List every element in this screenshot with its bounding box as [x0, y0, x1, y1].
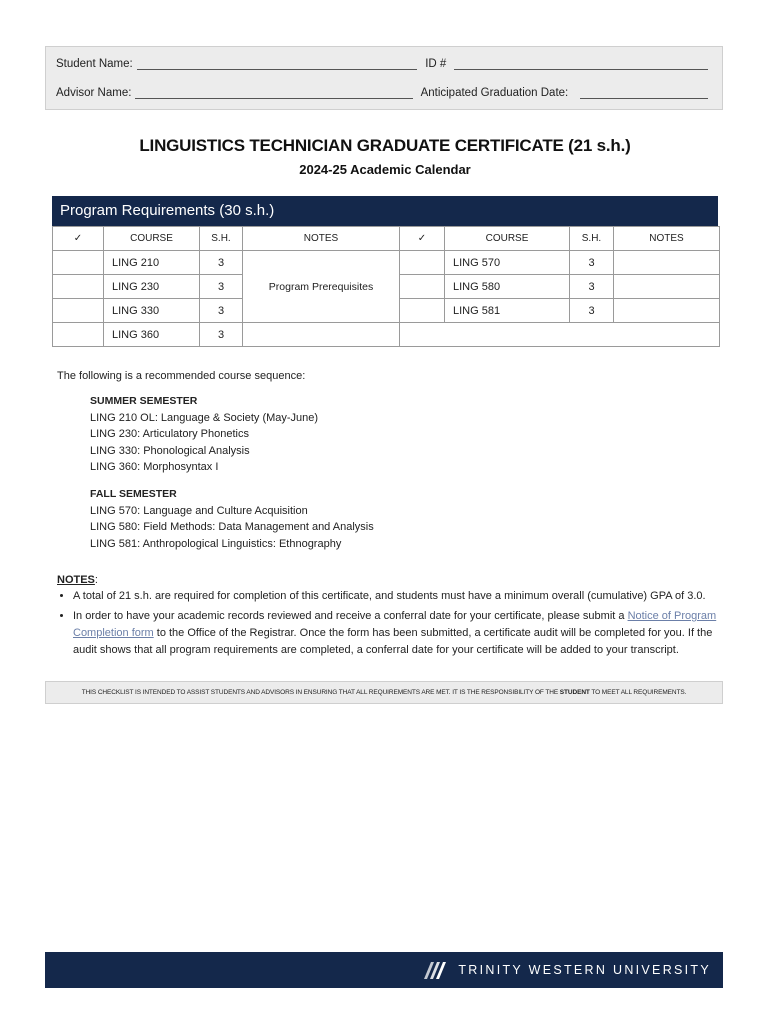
course-column-header: COURSE: [445, 227, 570, 251]
notes-cell: [243, 323, 400, 347]
list-item: LING 581: Anthropological Linguistics: Ethnography: [90, 537, 342, 550]
grad-date-field[interactable]: [580, 88, 708, 99]
list-item: LING 230: Articulatory Phonetics: [90, 428, 249, 440]
course-cell: LING 330: [104, 299, 200, 323]
disclaimer-box: [45, 681, 723, 704]
summer-heading: SUMMER SEMESTER: [90, 395, 198, 407]
empty-cell: [400, 323, 720, 347]
sh-cell: 3: [200, 323, 243, 347]
list-item: LING 570: Language and Culture Acquisition: [90, 504, 308, 517]
requirements-table: [52, 226, 720, 347]
advisor-name-field[interactable]: [135, 88, 412, 99]
table-row: [53, 323, 720, 347]
check-column-header: ✓: [53, 227, 104, 251]
disclaimer-text: THIS CHECKLIST IS INTENDED TO ASSIST STUDENTS AND ADVISORS IN ENSURING THAT ALL REQUIREMENTS ARE MET. IT IS THE RESPONSIBILITY OF THE: [81, 689, 559, 696]
course-column-header: COURSE: [104, 227, 200, 251]
footer-bar: [45, 952, 723, 988]
id-label: ID #: [425, 58, 447, 70]
table-header-row: [53, 227, 720, 251]
sh-cell: 3: [570, 251, 614, 275]
sh-column-header: S.H.: [200, 227, 243, 251]
requirements-header: Program Requirements (30 s.h.): [52, 196, 718, 226]
completion-form-link[interactable]: Notice of Program Completion form: [73, 610, 717, 639]
notes-list: [57, 588, 717, 659]
check-cell[interactable]: [400, 251, 445, 275]
page-title: LINGUISTICS TECHNICIAN GRADUATE CERTIFICATE (21 s.h.): [139, 136, 631, 155]
notes-heading: NOTES: [57, 574, 95, 586]
page-subtitle: 2024-25 Academic Calendar: [299, 162, 471, 177]
notes-column-header: NOTES: [614, 227, 720, 251]
note-text: to the Office of the Registrar. Once the form has been submitted, a certificate audit will be completed for you. If the audit shows that all program requirements are completed, a conferral date for your certificate will be added to your transcript.: [73, 627, 713, 656]
student-name-label: Student Name:: [56, 58, 133, 70]
sh-column-header: S.H.: [570, 227, 614, 251]
check-cell[interactable]: [400, 299, 445, 323]
course-cell: LING 210: [104, 251, 200, 275]
sequence-intro: The following is a recommended course sequence:: [57, 370, 306, 382]
sh-cell: 3: [200, 299, 243, 323]
university-logo: [422, 952, 711, 988]
sh-cell: 3: [570, 299, 614, 323]
list-item: LING 360: Morphosyntax I: [90, 461, 219, 473]
notes-section: NOTES: • A total of 21 s.h. are required for completion of this certificate, and students must have a minimum overall (cumulative) GPA of 3.0. • In order to have your academic records reviewed and receive a conferral date for your certificate, please submit a Notice of Program Completion form to the Office of the Registrar. Once the form has been submitted, a certificate audit will be completed for you. If the audit shows that all program requirements are completed, a conferral date for your certificate will be added to your transcript.: [57, 574, 717, 662]
check-cell[interactable]: [400, 275, 445, 299]
list-item: LING 210 OL: Language & Society (May-June): [90, 411, 319, 424]
wings-logo-icon: [422, 960, 448, 980]
check-cell[interactable]: [53, 299, 104, 323]
fall-semester: [90, 486, 374, 552]
sh-cell: 3: [200, 251, 243, 275]
list-item: LING 580: Field Methods: Data Management and Analysis: [90, 521, 374, 533]
check-cell[interactable]: [53, 251, 104, 275]
notes-cell[interactable]: [614, 275, 720, 299]
note-item: [73, 608, 717, 659]
check-cell[interactable]: [53, 275, 104, 299]
info-row-1: [56, 58, 712, 70]
disclaimer-text: TO MEET ALL REQUIREMENTS.: [591, 689, 687, 696]
sh-cell: 3: [200, 275, 243, 299]
notes-cell[interactable]: [614, 299, 720, 323]
check-column-header: ✓: [400, 227, 445, 251]
course-cell: LING 230: [104, 275, 200, 299]
university-name: TRINITY WESTERN UNIVERSITY: [458, 963, 711, 977]
notes-column-header: NOTES: [243, 227, 400, 251]
grad-date-label: Anticipated Graduation Date:: [420, 87, 569, 99]
student-name-field[interactable]: [137, 59, 418, 70]
course-cell: LING 580: [445, 275, 570, 299]
fall-heading: FALL SEMESTER: [90, 488, 177, 500]
course-cell: LING 581: [445, 299, 570, 323]
course-cell: LING 360: [104, 323, 200, 347]
info-row-2: [56, 87, 712, 99]
note-item: • A total of 21 s.h. are required for completion of this certificate, and students must have a minimum overall (cumulative) GPA of 3.0.: [73, 588, 717, 605]
list-item: LING 330: Phonological Analysis: [90, 444, 250, 457]
table-row: [53, 251, 720, 275]
disclaimer-bold: STUDENT: [559, 689, 590, 696]
check-cell[interactable]: [53, 323, 104, 347]
notes-cell[interactable]: [614, 251, 720, 275]
sh-cell: 3: [570, 275, 614, 299]
note-text: In order to have your academic records reviewed and receive a conferral date for your certificate, please submit a: [73, 610, 625, 622]
advisor-name-label: Advisor Name:: [56, 87, 132, 99]
student-info-box: [45, 46, 723, 110]
summer-semester: [90, 393, 318, 476]
course-cell: LING 570: [445, 251, 570, 275]
prerequisites-note: Program Prerequisites: [243, 251, 400, 323]
id-field[interactable]: [454, 59, 708, 70]
